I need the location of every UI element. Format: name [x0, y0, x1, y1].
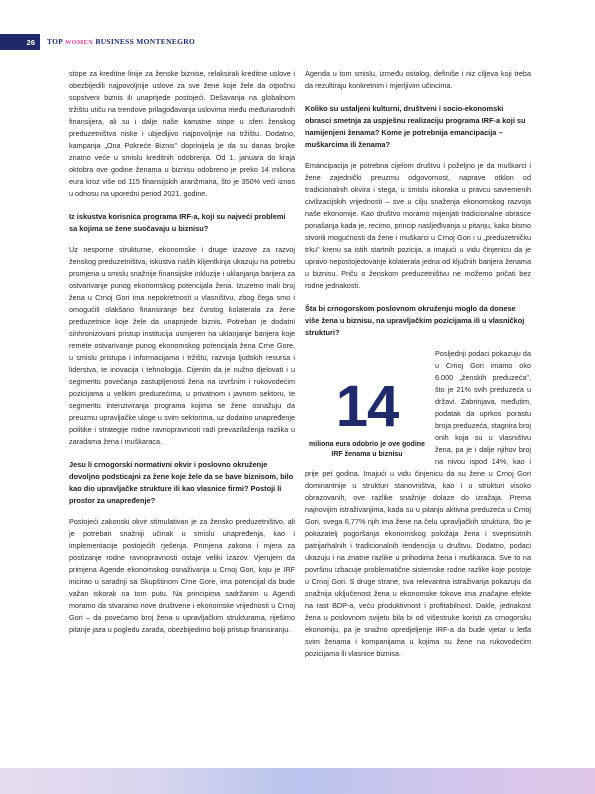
footer-gradient-bar	[0, 768, 595, 794]
left-paragraph-2: Uz nesporne strukturne, ekonomske i druge izazove za razvoj ženskog preduzetništva, iskustva naših klijentkinja ukazuju na potrebu promjena u smislu snažnije finansijske inkluzije i uklanjanja barijera za ostvarivanje punog ekonomskog potencijala žena. Izuzetno mali broj žena u Crnoj Gori ima nepokretnosti u vlasništvu, zbog čega smo i omogućili olakšano finansiranje bez čvrstog kolaterala za žene preduzetnice koje žele da unaprijede biznis. Potreban je dodatni sinhronizovani pristup institucija usmjeren na uklanjanje barijera koje remete ostvarivanje punog ekonomskog potencijala žena Crne Gore, u smislu pristupa i informacijama i tržištu, razvoja ljudskih resursa i liderstva, te inovacija i tehnologija. Cijenim da je nužno djelovati i u segmentu povećanja zastupljenosti žena na izvršnim i rukovodećim pozicijama u velikim preduzećima, u privatnom i javnom sektoru, te segmentu intenziviranja programa kojima se žene osnažuju da preuzmu upravljačke uloge u svim sektorima, uz dodatno unapređenje politike i strategije rodne ravnopravnosti radi prevazilaženja razlika u zaradama žena i muškaraca.	[69, 245, 295, 446]
pull-quote-number: 14	[335, 374, 399, 439]
left-paragraph-3: Postojeći zakonski okvir stimulativan je za žensko preduzetništvo, ali je potreban snažniji učinak u smislu unapređenja, kao i implementacije postojećih rješenja. Primjena zakona i mjera za postizanje rodne ravnopravnosti ostaje veliki izazov. Vjerujem da primjena Agende ekonomskog osnaživanja u Crnoj Gori, koju je IRF inicirao u saradnji sa Skupštinom Crne Gore, ima potencijal da bude važan iskorak na tom putu. Na principima sadržanim u Agendi moramo da stvaramo nove društvene i ekonomske vrijednosti u Crnoj Gori – da povećamo broj žena u upravljačkim strukturama, riješimo pitanje jaza u pogledu zarada, obezbijedimo bolji pristup finansiranju.	[69, 517, 295, 634]
question-heading-1: Iz iskustva korisnica programa IRF-a, koji su najveći problemi sa kojima se žene suočavaju u biznisu?	[69, 212, 286, 233]
question-heading-2: Jesu li crnogorski normativni okvir i poslovno okruženje dovoljno podsticajni za žene koje žele da se bave biznisom, bilo kao dio upravljačke strukture ili kao vlasnice firmi? Postoji li prostor za unapređenje?	[69, 460, 294, 505]
question-heading-4: Šta bi crnogorskom poslovnom okruženju moglo da donese više žena u biznisu, na upravljačkim pozicijama ili u vlasničkoj strukturi?	[305, 304, 525, 337]
page-number-badge	[0, 34, 40, 50]
magazine-title	[47, 37, 195, 46]
left-paragraph-1: stope za kreditne linije za ženske biznise, relaksirali kreditne uslove i obezbijedili najpovoljnije uslove za sve žene koje žele da otpočnu sopstveni biznis ili unaprijede postojeći. Dešavanja na globalnom tržištu utiču na trendove prilagođavanja uslovima među međunarodnih finansijera, ali su i dalje naše kamatne stope u sferi ženskog preduzetništva niske i ubjedljivo najpovoljnije na tržištu. Dodatno, kampanja „Ona Pokreće Biznis" doprinijela je da su danas brojke znatno veće u smislu kreditnih odobrenja. Od 1. januara do kraja oktobra ove godine ženama u biznisu odobreno je preko 14 miliona eura kroz više od 115 finansijskih aranžmana, što je 350% veći iznos u odnosu na uporedni period 2021. godine.	[69, 69, 295, 198]
question-heading-3: Koliko su ustaljeni kulturni, društveni i socio-ekonomski obrasci smetnja za uspješnu realizaciju programa IRF-a koji su namijenjeni ženama? Kome je potrebnija emancipacija – muškarcima ili ženama?	[305, 104, 526, 149]
right-paragraph-3-text: Posljednji podaci pokazuju da u Crnoj Gori imamo oko 6.000 „ženskih preduzeća", što je 21% svih preduzeća u državi. Zabrinjava, međutim, podatak da uprkos porastu broja preduzeća, stagnira broj onih koja su u vlasništvu žena, pa je i dalje njihov broj na nivou ispod 14%, kao i prije pet godina. Imajući u vidu činjenicu da su žene u Crnoj Gori dominantnije u strukturi stanovništva, kao i u strukturi visoko obrazovanih, ove razlike snažnije dolaze do izražaja. Prema najnovijim istraživanjima, kada su u pitanju aktivna preduzeća u Crnoj Gori, svega 6,77% njih ima žene na čelu upravljačkih struktura, što je pokazatelj pogoršanja ekonomskog položaja žena i sveprisutnih patrijarhalnih i tradicionalnih tendencija u društvu. Dodatno, podaci ukazuju i na znatne razlike u prihodima žena i muškaraca. Sve to na površinu izbacuje problematične sistemske rodne razlike koje postoje u Crnoj Gori. S druge strane, sva relevantna istraživanja pokazuju da snažnija uključenost žena u ekonomske tokove ima značajne efekte na rast BDP-a, veću produktivnost i profitabilnost. Dakle, jednakost žena u poslovnom svijetu bila bi od višestruke koristi za crnogorsku ekonomiju, pa je snažno opredjeljenje IRF-a da bude vjetar u leđa svim ženama i kompanijama u kojima su žene na rukovodećim pozicijama ili vlasnice biznisa.	[305, 349, 531, 658]
page-header	[0, 34, 595, 50]
pull-quote	[305, 348, 429, 462]
pull-quote-caption: miliona eura odobrio je ove godine IRF ženama u biznisu	[309, 441, 425, 458]
page-number: 26	[26, 37, 35, 47]
right-paragraph-1: Agenda u tom smislu, između ostalog, definiše i niz ciljeva koji treba da rezultiraju konkretnim i mjerljivim učincima.	[305, 69, 531, 90]
magazine-title-women: WOMEN	[64, 39, 94, 46]
magazine-title-top: TOP	[47, 37, 63, 46]
magazine-title-rest: BUSINESS MONTENEGRO	[95, 37, 196, 46]
left-column	[69, 68, 295, 647]
right-paragraph-3	[305, 348, 531, 660]
right-column	[305, 68, 531, 671]
right-paragraph-2: Emancipacija je potrebna cijelom društvu i poželjno je da muškarci i žene zajednički preuzmu odgovornost, naprave otklon od tradicionalnih okvira i stega, u smislu iskoraka u pravcu savremenih civilizacijskih vrijednosti – sve u cilju snaženja ekonomskog razvoja naše ekonomije. Kao društvo moramo mijenjati tradicionalne obrasce ponašanja kada je, recimo, princip nasljeđivanja u pitanju, kako bismo stvorili mogućnosti da žene i muškarci u Crnoj Gori i u „preduzetničku trku" krenu sa istih startnih pozicija, a imajući u vidu činjenicu da je upravo nepostojedovanje kolaterala jedna od ključnih barijera ženama u biznisu. Priču o ženskom preduzetništvu ne možemo pričati bez rodne jednakosti.	[305, 161, 531, 290]
